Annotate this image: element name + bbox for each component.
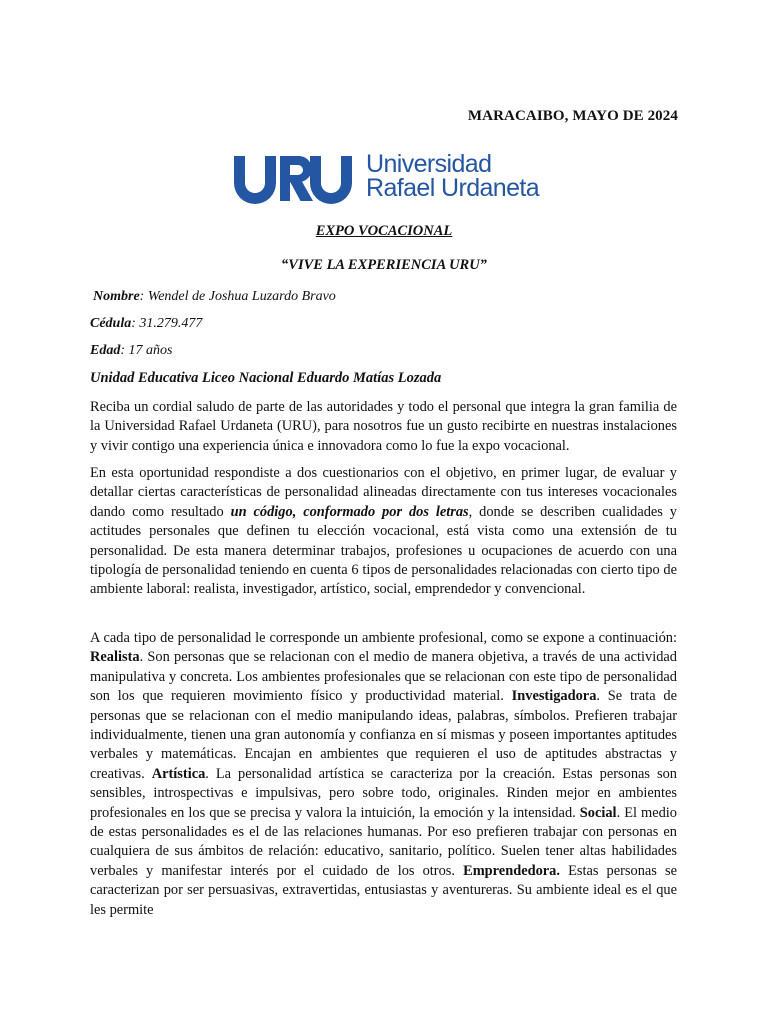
p3-text-5: . El medio de estas personalidades es el de las relaciones humanas. Por eso prefieren trabajar con personas en cualquiera de sus ámbitos de relación: educativo, sanitario, político. Suelen tener altas habilidades verbales y manifestar interés por el cuidado de los otros. [90, 804, 677, 879]
field-edad-value: : 17 años [120, 343, 173, 358]
type-investigadora: Investigadora [511, 688, 597, 705]
type-social: Social [579, 804, 617, 821]
uru-logo-text [366, 152, 539, 200]
uru-logo-mark [232, 154, 354, 204]
document-slogan: “VIVE LA EXPERIENCIA URU” [281, 257, 487, 273]
type-artistica: Artística [151, 765, 206, 782]
p3-text-6: Estas personas se caracterizan por ser persuasivas, extravertidas, entusiastas y aventureras. Su ambiente ideal es el que les permite [90, 862, 677, 918]
paragraph-greeting: Reciba un cordial saludo de parte de las autoridades y todo el personal que integra la gran familia de la Universidad Rafael Urdaneta (URU), para nosotros fue un gusto recibirte en nuestras instalaciones y vivir contigo una experiencia única e innovadora como lo fue la expo vocacional. [90, 399, 677, 454]
type-emprendedora: Emprendedora. [463, 862, 560, 879]
document-date: MARACAIBO, MAYO DE 2024 [467, 108, 678, 124]
logo-line-1: Universidad [366, 150, 492, 178]
field-nombre-label: Nombre [93, 289, 140, 304]
field-cedula [90, 316, 202, 332]
document-title: EXPO VOCACIONAL [315, 223, 453, 239]
field-cedula-value: : 31.279.477 [131, 316, 203, 331]
p3-text-1: A cada tipo de personalidad le corresponde un ambiente profesional, como se expone a continuación: [90, 630, 677, 646]
p3-text-3: . Se trata de personas que se relacionan con el medio manipulando ideas, palabras, símbolos. Prefieren trabajar individualmente, tienen una gran autonomía y confianza en sí mismas y poseen importantes aptitudes verbales y matemáticas. Encajan en ambientes que requieren el uso de aptitudes abstractas y creativas. [90, 688, 677, 782]
type-realista: Realista [90, 649, 140, 666]
field-cedula-label: Cédula [90, 316, 132, 331]
field-nombre-value: : Wendel de Joshua Luzardo Bravo [139, 289, 336, 304]
paragraph-personality-types [90, 629, 677, 920]
field-edad-label: Edad [90, 343, 121, 358]
school-name: Unidad Educativa Liceo Nacional Eduardo Matías Lozada [90, 370, 442, 386]
paragraph-results [90, 464, 677, 600]
p2-text-c: , donde se describen cualidades y actitudes personales que definen tu elección vocacional, está vista como una extensión de tu personalidad. De esta manera determinar trabajos, profesiones u ocupaciones de acuerdo con una tipología de personalidad teniendo en cuenta 6 tipos de personalidades relacionadas con cierto tipo de ambiente laboral: realista, investigador, artístico, social, emprendedor y convencional. [90, 503, 677, 598]
field-edad [90, 343, 172, 359]
p3-text-4: . La personalidad artística se caracteriza por la creación. Estas personas son sensibles, introspectivas e impulsivas, pero sobre todo, originales. Rinden mejor en ambientes profesionales en los que se precisa y valora la intuición, la emoción y la intensidad. [90, 765, 677, 821]
logo-line-2: Rafael Urdaneta [366, 174, 540, 202]
p2-emphasis: un código, conformado por dos letras [230, 503, 469, 520]
p3-text-2: . Son personas que se relacionan con el medio de manera objetiva, a través de una actividad manipulativa y concreta. Los ambientes profesionales que se relacionan con este tipo de personalidad son los que requieren movimiento físico y productividad material. [90, 649, 677, 705]
p2-text-a: En esta oportunidad respondiste a dos cuestionarios con el objetivo, en primer lugar, de evaluar y detallar ciertas características de personalidad alineadas directamente con tus intereses vocacionales dando como resultado [90, 465, 677, 520]
field-nombre [93, 289, 336, 305]
